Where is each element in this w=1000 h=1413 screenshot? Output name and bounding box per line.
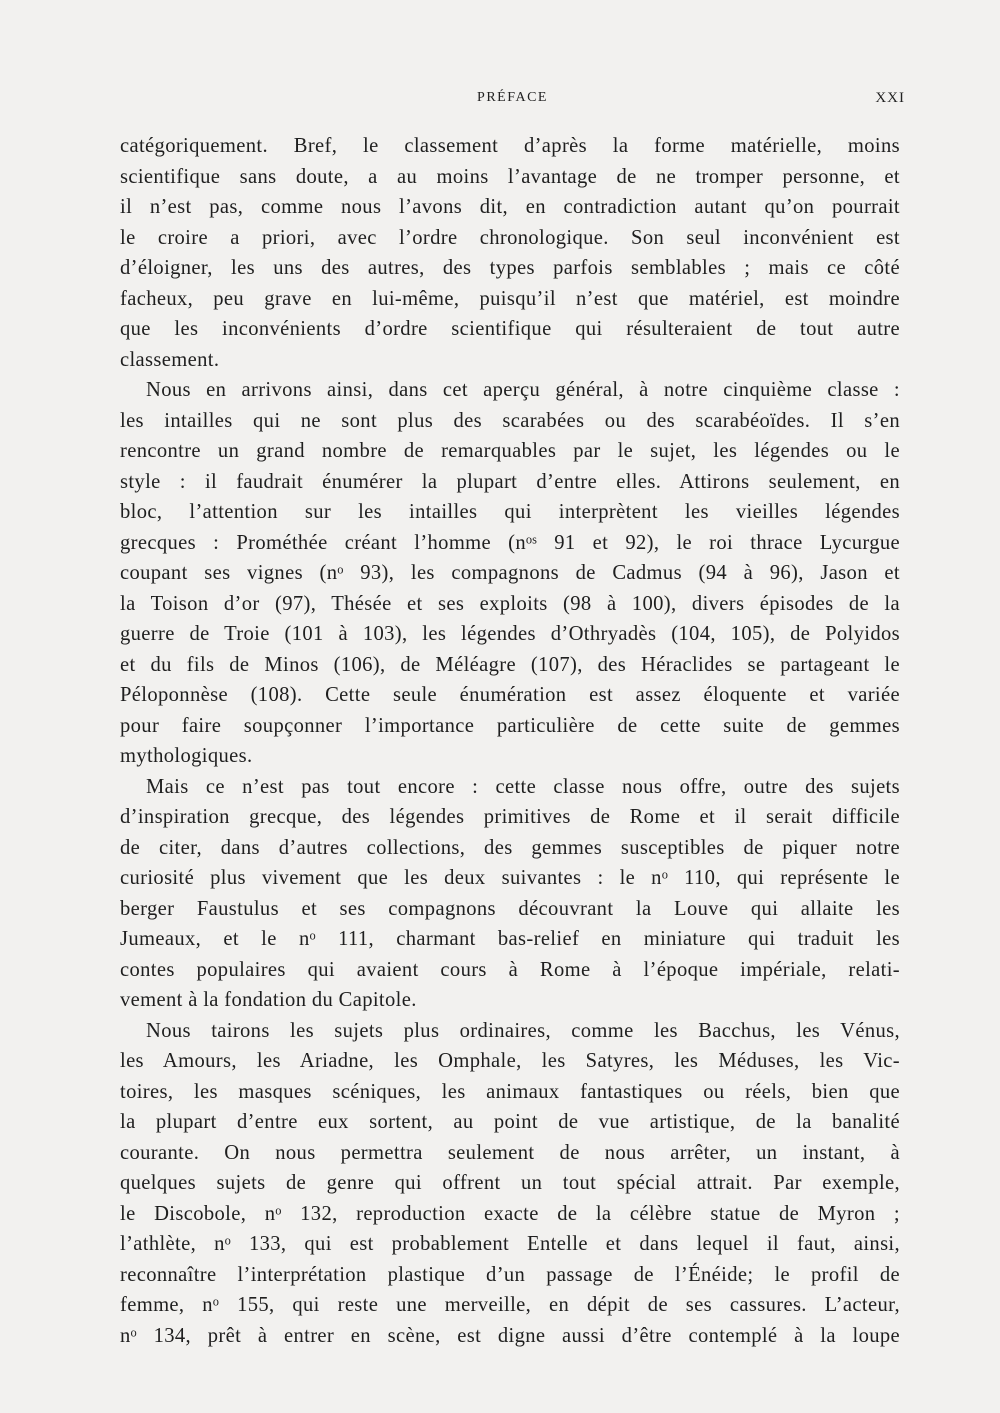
text-line: rencontre un grand nombre de remarquables par le sujet, les légendes ou le (120, 440, 900, 462)
text-line: les intailles qui ne sont plus des scarabées ou des scarabéoïdes. Il s’en (120, 409, 900, 432)
text-line: classement. (120, 348, 220, 371)
text-line: mythologiques. (120, 745, 253, 767)
running-title: PRÉFACE (477, 90, 548, 105)
text-line: d’éloigner, les uns des autres, des types parfois semblables ; mais ce côté (120, 257, 900, 279)
paragraph (120, 772, 900, 1016)
running-head (120, 90, 905, 114)
paragraph (120, 375, 900, 772)
text-line: guerre de Troie (101 à 103), les légendes d’Othryadès (104, 105), de Polyidos (120, 623, 900, 645)
text-line: berger Faustulus et ses compagnons découvrant la Louve qui allaite les (120, 897, 900, 920)
text-line: vement à la fondation du Capitole. (120, 989, 417, 1011)
text-line: grecques : Prométhée créant l’homme (nᵒˢ 91 et 92), le roi thrace Lycurgue (120, 531, 900, 554)
text-line: les Amours, les Ariadne, les Omphale, les Satyres, les Méduses, les Vic- (120, 1050, 900, 1072)
text-line: que les inconvénients d’ordre scientifique qui résulteraient de tout autre (120, 318, 900, 340)
text-line: reconnaître l’interprétation plastique d’un passage de l’Énéide; le profil de (120, 1263, 900, 1286)
text-line: curiosité plus vivement que les deux suivantes : le nᵒ 110, qui représente le (120, 867, 900, 889)
text-line: le croire a priori, avec l’ordre chronologique. Son seul inconvénient est (120, 226, 900, 249)
text-line: Nous tairons les sujets plus ordinaires, comme les Bacchus, les Vénus, (146, 1019, 900, 1042)
text-line: nᵒ 134, prêt à entrer en scène, est digne aussi d’être contemplé à la loupe (120, 1324, 900, 1347)
text-line: Nous en arrivons ainsi, dans cet aperçu général, à notre cinquième classe : (146, 379, 900, 401)
paragraph (120, 1016, 900, 1352)
text-line: Mais ce n’est pas tout encore : cette classe nous offre, outre des sujets (146, 775, 900, 798)
text-line: le Discobole, nᵒ 132, reproduction exacte de la célèbre statue de Myron ; (120, 1202, 900, 1225)
text-line: Jumeaux, et le nᵒ 111, charmant bas-relief en miniature qui traduit les (120, 928, 900, 950)
text-line: la plupart d’entre eux sortent, au point de vue artistique, de la banalité (120, 1111, 900, 1133)
text-line: l’athlète, nᵒ 133, qui est probablement Entelle et dans lequel il faut, ainsi, (120, 1233, 900, 1255)
text-line: style : il faudrait énumérer la plupart d’entre elles. Attirons seulement, en (120, 470, 900, 493)
text-line: scientifique sans doute, a au moins l’avantage de ne tromper personne, et (120, 165, 900, 188)
text-line: toires, les masques scéniques, les animaux fantastiques ou réels, bien que (120, 1080, 900, 1103)
text-line: et du fils de Minos (106), de Méléagre (107), des Héraclides se partageant le (120, 653, 900, 676)
text-line: femme, nᵒ 155, qui reste une merveille, en dépit de ses cassures. L’acteur, (120, 1294, 900, 1316)
text-line: d’inspiration grecque, des légendes primitives de Rome et il serait difficile (120, 806, 900, 828)
text-line: catégoriquement. Bref, le classement d’après la forme matérielle, moins (120, 135, 900, 157)
text-line: Péloponnèse (108). Cette seule énumération est assez éloquente et variée (120, 684, 900, 706)
text-line: facheux, peu grave en lui-même, puisqu’il n’est que matériel, est moindre (120, 287, 900, 310)
body-text (120, 131, 900, 1351)
page-number: XXI (875, 90, 905, 106)
text-line: pour faire soupçonner l’importance particulière de cette suite de gemmes (120, 714, 900, 737)
text-line: la Toison d’or (97), Thésée et ses exploits (98 à 100), divers épisodes de la (120, 592, 900, 615)
text-line: contes populaires qui avaient cours à Rome à l’époque impériale, relati- (120, 958, 900, 981)
text-line: courante. On nous permettra seulement de nous arrêter, un instant, à (120, 1141, 900, 1164)
paragraph (120, 131, 900, 375)
text-line: coupant ses vignes (nᵒ 93), les compagnons de Cadmus (94 à 96), Jason et (120, 562, 900, 584)
text-line: bloc, l’attention sur les intailles qui interprètent les vieilles légendes (120, 501, 900, 523)
text-line: de citer, dans d’autres collections, des gemmes susceptibles de piquer notre (120, 836, 900, 859)
text-line: il n’est pas, comme nous l’avons dit, en contradiction autant qu’on pourrait (120, 196, 900, 218)
text-line: quelques sujets de genre qui offrent un tout spécial attrait. Par exemple, (120, 1172, 900, 1194)
